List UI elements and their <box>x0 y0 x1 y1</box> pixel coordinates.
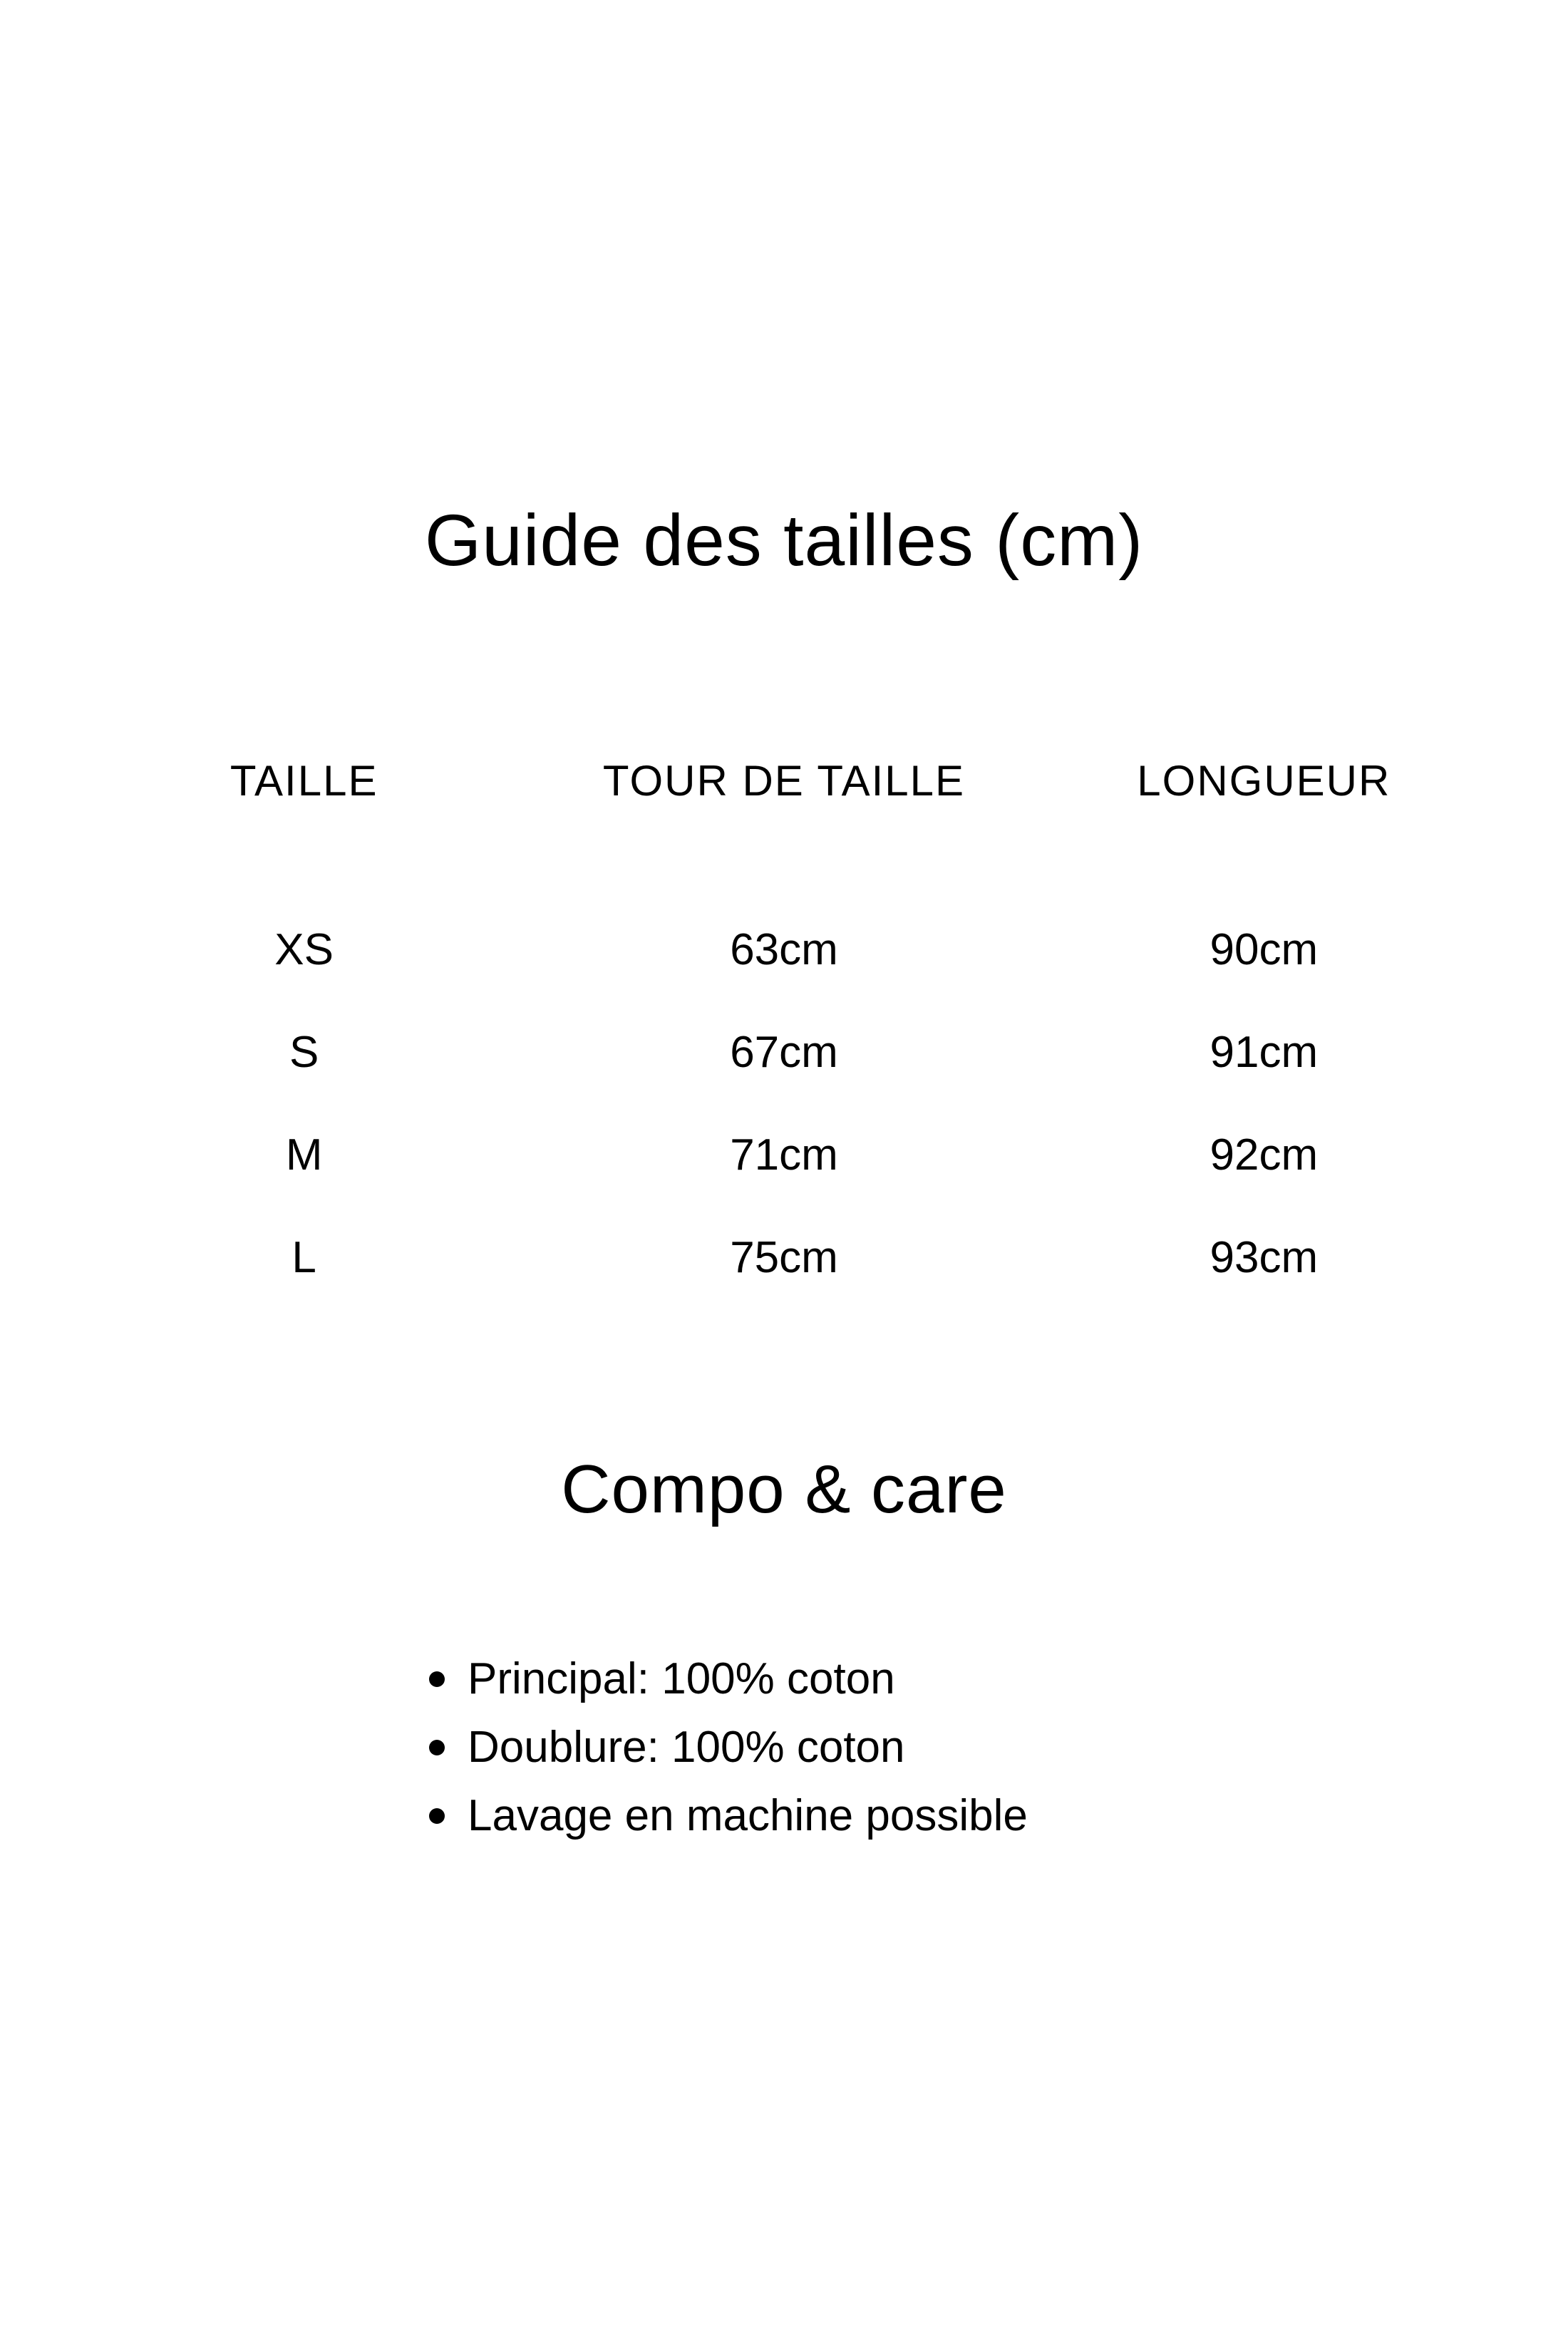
size-label: M <box>285 1130 323 1180</box>
size-table-body <box>64 898 1504 1309</box>
table-row <box>64 1103 1504 1206</box>
column-header-longueur: LONGUEUR <box>1137 756 1391 805</box>
size-label: S <box>289 1027 319 1077</box>
length-value: 93cm <box>1209 1232 1319 1282</box>
size-label: XS <box>274 924 334 974</box>
waist-value: 75cm <box>730 1232 838 1282</box>
bullet-icon <box>429 1671 445 1687</box>
column-header-tour-de-taille: TOUR DE TAILLE <box>602 756 966 805</box>
page-title: Guide des tailles (cm) <box>424 500 1144 581</box>
column-header-taille: TAILLE <box>229 756 378 805</box>
table-row <box>64 1001 1504 1103</box>
length-value: 92cm <box>1209 1130 1319 1180</box>
list-item-text: Lavage en machine possible <box>468 1791 1028 1840</box>
list-item-text: Doublure: 100% coton <box>468 1723 905 1772</box>
table-row <box>64 898 1504 1001</box>
list-item <box>429 1645 1028 1713</box>
waist-value: 63cm <box>730 924 838 974</box>
bullet-icon <box>429 1808 445 1824</box>
bullet-icon <box>429 1740 445 1755</box>
table-row <box>64 1206 1504 1309</box>
size-label: L <box>292 1232 316 1282</box>
compo-care-list <box>429 1645 1028 1850</box>
list-item <box>429 1782 1028 1850</box>
compo-care-title: Compo & care <box>561 1451 1007 1527</box>
length-value: 91cm <box>1209 1027 1319 1077</box>
size-table <box>64 748 1504 1309</box>
list-item <box>429 1713 1028 1782</box>
waist-value: 71cm <box>730 1130 838 1180</box>
length-value: 90cm <box>1209 924 1319 974</box>
waist-value: 67cm <box>730 1027 838 1077</box>
list-item-text: Principal: 100% coton <box>468 1654 895 1703</box>
size-table-header-row <box>64 748 1504 813</box>
